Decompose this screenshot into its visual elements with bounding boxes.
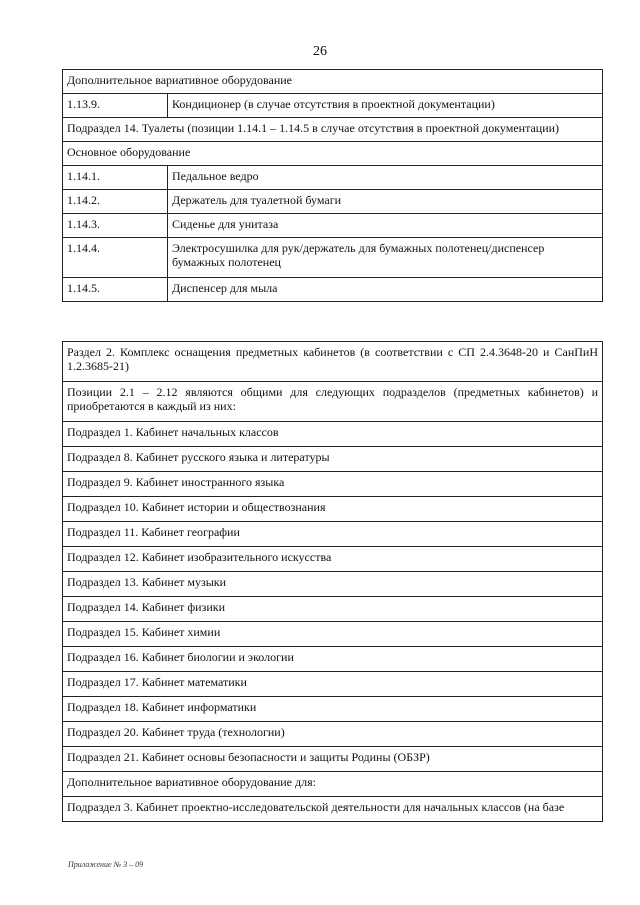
item-code: 1.13.9. <box>63 94 168 118</box>
table-row <box>63 547 603 572</box>
table-row <box>63 447 603 472</box>
table-row <box>63 622 603 647</box>
table-cell: Дополнительное вариативное оборудование <box>63 70 603 94</box>
table-row <box>63 238 603 278</box>
item-name: Кондиционер (в случае отсутствия в проектной документации) <box>168 94 603 118</box>
page-footer: Приложение № 3 – 09 <box>68 860 144 869</box>
item-name: Диспенсер для мыла <box>168 278 603 302</box>
table-row <box>63 342 603 382</box>
subsection-item: Подраздел 21. Кабинет основы безопасности и защиты Родины (ОБЗР) <box>63 747 603 772</box>
subsection-item: Подраздел 12. Кабинет изобразительного искусства <box>63 547 603 572</box>
subsection-item: Подраздел 11. Кабинет географии <box>63 522 603 547</box>
equipment-table-section-2 <box>62 341 603 822</box>
section-heading: Раздел 2. Комплекс оснащения предметных кабинетов (в соответствии с СП 2.4.3648-20 и СанПиН 1.2.3685-21) <box>63 342 603 382</box>
equipment-table-section-1 <box>62 69 603 302</box>
subsection-item: Подраздел 9. Кабинет иностранного языка <box>63 472 603 497</box>
table-row <box>63 422 603 447</box>
table-row <box>63 797 603 822</box>
subsection-item: Подраздел 1. Кабинет начальных классов <box>63 422 603 447</box>
item-code: 1.14.4. <box>63 238 168 278</box>
subsection-item: Подраздел 18. Кабинет информатики <box>63 697 603 722</box>
page-number: 26 <box>313 44 327 59</box>
table-row <box>63 597 603 622</box>
table-row <box>63 214 603 238</box>
subsection-item: Подраздел 17. Кабинет математики <box>63 672 603 697</box>
item-name: Сиденье для унитаза <box>168 214 603 238</box>
subsection-item: Подраздел 10. Кабинет истории и обществознания <box>63 497 603 522</box>
item-code: 1.14.2. <box>63 190 168 214</box>
table-row <box>63 190 603 214</box>
table-row <box>63 278 603 302</box>
table-row <box>63 522 603 547</box>
table-row <box>63 772 603 797</box>
table-row <box>63 647 603 672</box>
subsection-item: Подраздел 16. Кабинет биологии и экологии <box>63 647 603 672</box>
item-name: Держатель для туалетной бумаги <box>168 190 603 214</box>
subsection-item: Подраздел 13. Кабинет музыки <box>63 572 603 597</box>
table-row <box>63 497 603 522</box>
item-name: Электросушилка для рук/держатель для бумажных полотенец/диспенсер бумажных полотенец <box>168 238 603 278</box>
table-row <box>63 572 603 597</box>
subsection-item: Подраздел 3. Кабинет проектно-исследовательской деятельности для начальных классов (на базе <box>63 797 603 822</box>
item-name: Педальное ведро <box>168 166 603 190</box>
table-row <box>63 382 603 422</box>
item-code: 1.14.3. <box>63 214 168 238</box>
table-row <box>63 94 603 118</box>
table-cell: Дополнительное вариативное оборудование для: <box>63 772 603 797</box>
subsection-item: Подраздел 14. Кабинет физики <box>63 597 603 622</box>
table-cell: Основное оборудование <box>63 142 603 166</box>
table-row <box>63 697 603 722</box>
subsection-item: Подраздел 15. Кабинет химии <box>63 622 603 647</box>
table-cell: Подраздел 14. Туалеты (позиции 1.14.1 – 1.14.5 в случае отсутствия в проектной документации) <box>63 118 603 142</box>
table-row <box>63 747 603 772</box>
subsection-item: Подраздел 8. Кабинет русского языка и литературы <box>63 447 603 472</box>
item-code: 1.14.1. <box>63 166 168 190</box>
table-cell: Позиции 2.1 – 2.12 являются общими для следующих подразделов (предметных кабинетов) и приобретаются в каждый из них: <box>63 382 603 422</box>
table-row <box>63 722 603 747</box>
table-row <box>63 70 603 94</box>
table-row <box>63 142 603 166</box>
item-code: 1.14.5. <box>63 278 168 302</box>
table-row <box>63 166 603 190</box>
table-row <box>63 118 603 142</box>
subsection-item: Подраздел 20. Кабинет труда (технологии) <box>63 722 603 747</box>
table-row <box>63 672 603 697</box>
table-row <box>63 472 603 497</box>
